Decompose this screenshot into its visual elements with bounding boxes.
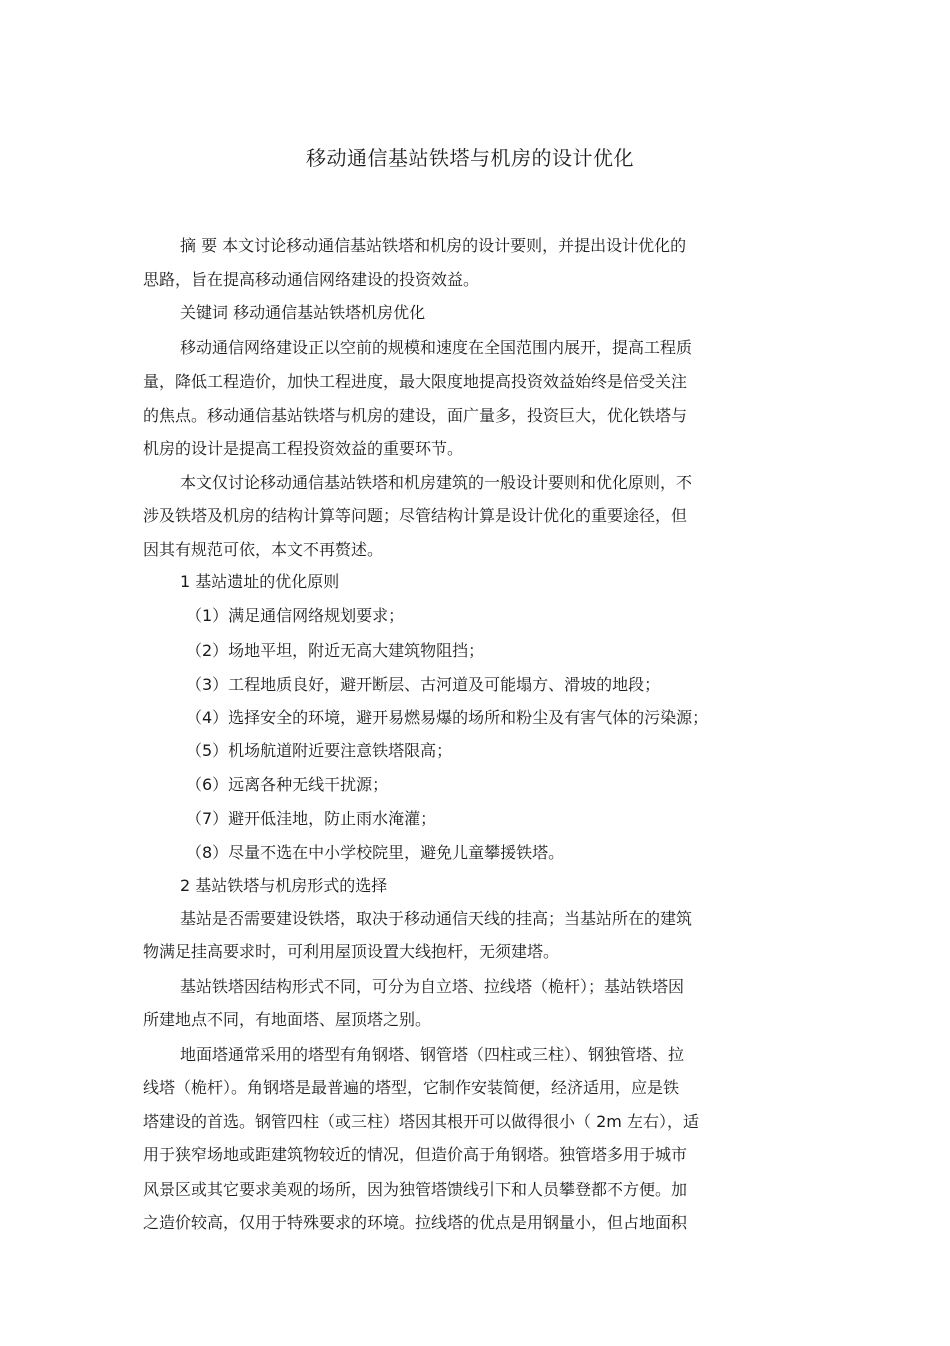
section-heading: 1 基站遗址的优化原则 bbox=[180, 572, 340, 591]
paragraph-line: 物满足挂高要求时，可利用屋顶设置大线抱杆，无须建塔。 bbox=[143, 942, 560, 961]
paragraph-line: 移动通信网络建设正以空前的规模和速度在全国范围内展开，提高工程质 bbox=[180, 338, 693, 357]
list-item: （1）满足通信网络规划要求； bbox=[186, 606, 405, 625]
paragraph-line: 因其有规范可依，本文不再赘述。 bbox=[143, 540, 384, 559]
list-item: （4）选择安全的环境，避开易燃易爆的场所和粉尘及有害气体的污染源； bbox=[186, 708, 709, 727]
list-item: （6）远离各种无线干扰源； bbox=[186, 775, 389, 794]
paragraph-line: 基站是否需要建设铁塔，取决于移动通信天线的挂高；当基站所在的建筑 bbox=[180, 909, 693, 928]
abstract-line: 摘 要 本文讨论移动通信基站铁塔和机房的设计要则，并提出设计优化的 bbox=[180, 236, 687, 255]
list-item: （7）避开低洼地，防止雨水淹灌； bbox=[186, 809, 437, 828]
keywords-line: 关键词 移动通信基站铁塔机房优化 bbox=[180, 303, 426, 322]
paragraph-line: 塔建设的首选。钢管四柱（或三柱）塔因其根开可以做得很小（ 2m 左右），适 bbox=[143, 1112, 699, 1131]
paragraph-line: 机房的设计是提高工程投资效益的重要环节。 bbox=[143, 439, 464, 458]
paragraph-line: 量，降低工程造价，加快工程进度，最大限度地提高投资效益始终是倍受关注 bbox=[143, 372, 688, 391]
paragraph-line: 地面塔通常采用的塔型有角钢塔、钢管塔（四柱或三柱）、钢独管塔、拉 bbox=[180, 1045, 685, 1064]
paragraph-line: 之造价较高，仅用于特殊要求的环境。拉线塔的优点是用钢量小，但占地面积 bbox=[143, 1213, 688, 1232]
paragraph-line: 用于狭窄场地或距建筑物较近的情况，但造价高于角钢塔。独管塔多用于城市 bbox=[143, 1145, 688, 1164]
paragraph-line: 涉及铁塔及机房的结构计算等问题；尽管结构计算是设计优化的重要途径，但 bbox=[143, 506, 688, 525]
list-item: （2）场地平坦，附近无高大建筑物阻挡； bbox=[186, 641, 485, 660]
paragraph-line: 线塔（桅杆）。角钢塔是最普遍的塔型，它制作安装简便，经济适用，应是铁 bbox=[143, 1078, 680, 1097]
abstract-line: 思路，旨在提高移动通信网络建设的投资效益。 bbox=[143, 270, 480, 289]
section-heading: 2 基站铁塔与机房形式的选择 bbox=[180, 876, 388, 895]
paragraph-line: 基站铁塔因结构形式不同，可分为自立塔、拉线塔（桅杆）；基站铁塔因 bbox=[180, 977, 685, 996]
paragraph-line: 所建地点不同，有地面塔、屋顶塔之别。 bbox=[143, 1010, 432, 1029]
list-item: （5）机场航道附近要注意铁塔限高； bbox=[186, 741, 453, 760]
paragraph-line: 本文仅讨论移动通信基站铁塔和机房建筑的一般设计要则和优化原则，不 bbox=[180, 473, 693, 492]
paragraph-line: 风景区或其它要求美观的场所，因为独管塔馈线引下和人员攀登都不方便。加 bbox=[143, 1180, 688, 1199]
list-item: （3）工程地质良好，避开断层、古河道及可能塌方、滑坡的地段； bbox=[186, 675, 661, 694]
page-title: 移动通信基站铁塔与机房的设计优化 bbox=[306, 146, 634, 170]
list-item: （8）尽量不选在中小学校院里，避免儿童攀援铁塔。 bbox=[186, 843, 565, 862]
paragraph-line: 的焦点。移动通信基站铁塔与机房的建设，面广量多，投资巨大，优化铁塔与 bbox=[143, 406, 688, 425]
